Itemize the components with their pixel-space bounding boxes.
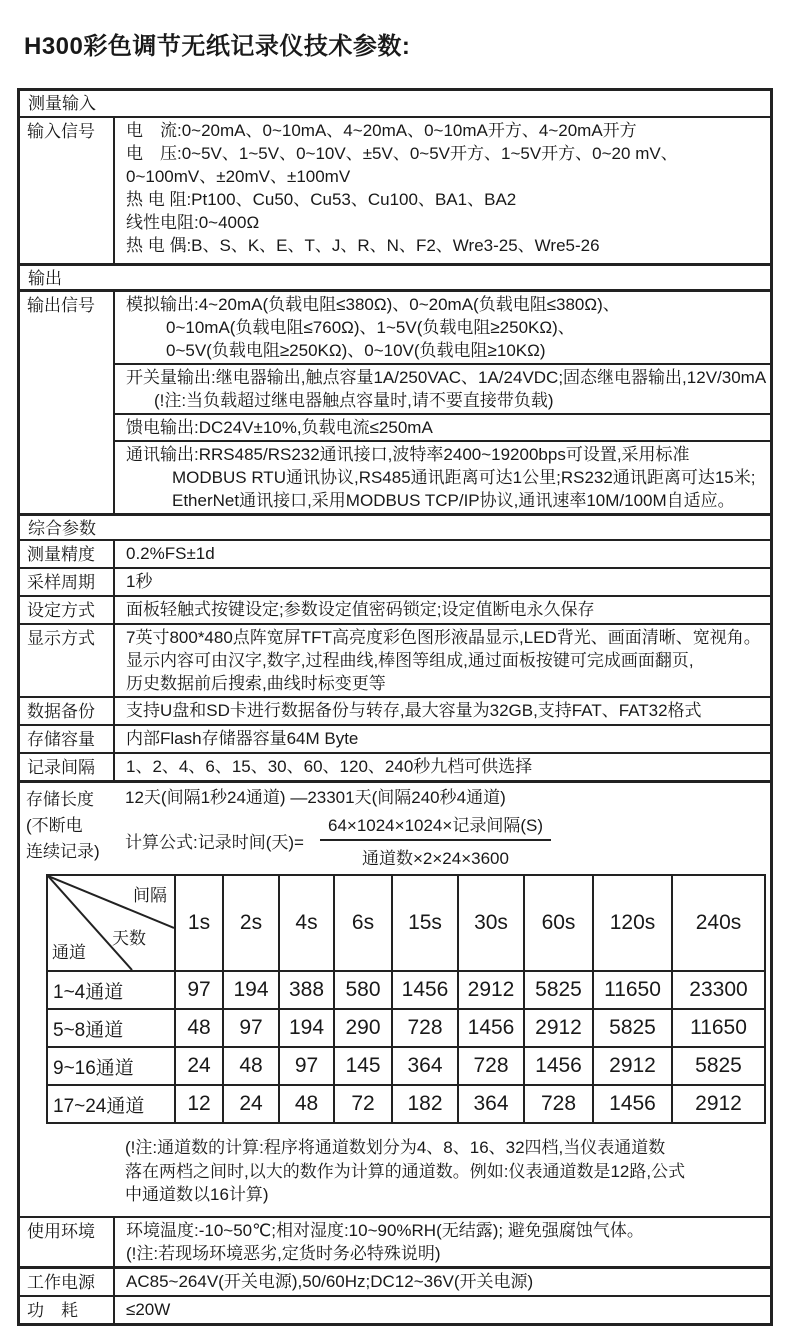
days-cell: 2912	[592, 1048, 671, 1084]
days-cell: 5825	[523, 972, 592, 1008]
channel-row-label: 1~4通道	[53, 981, 124, 1003]
row-value: 1、2、4、6、15、30、60、120、240秒九档可供选择	[126, 757, 533, 776]
channel-count-note	[125, 1136, 770, 1207]
days-cell: 23300	[671, 972, 764, 1008]
row-consumption	[20, 1295, 770, 1323]
output-signal-content	[115, 292, 770, 513]
channel-table-row	[48, 1084, 764, 1122]
days-cell: 24	[174, 1048, 222, 1084]
days-cell: 2912	[457, 972, 523, 1008]
row-label: 测量精度	[20, 541, 115, 567]
interval-header: 1s	[174, 876, 222, 970]
days-cell: 1456	[391, 972, 457, 1008]
row-label: 设定方式	[20, 597, 115, 623]
channel-days-table	[46, 874, 766, 1124]
days-cell: 12	[174, 1086, 222, 1122]
input-signal-line: 线性电阻:0~400Ω	[126, 213, 260, 232]
days-cell: 182	[391, 1086, 457, 1122]
row-label: 数据备份	[20, 698, 115, 724]
days-cell: 11650	[671, 1010, 764, 1046]
interval-header: 15s	[391, 876, 457, 970]
analog-output-line: 模拟输出:4~20mA(负载电阻≤380Ω)、0~20mA(负载电阻≤380Ω)、	[126, 295, 620, 314]
input-signal-line: 电 压:0~5V、1~5V、0~10V、±5V、0~5V开方、1~5V开方、0~20 mV、	[126, 144, 678, 163]
days-cell: 48	[222, 1048, 278, 1084]
days-cell: 364	[391, 1048, 457, 1084]
storage-formula	[125, 812, 770, 868]
days-cell: 1456	[457, 1010, 523, 1046]
row-value: 内部Flash存储器容量64M Byte	[126, 729, 359, 748]
interval-header: 2s	[222, 876, 278, 970]
days-cell: 2912	[671, 1086, 764, 1122]
comm-output-block	[115, 440, 770, 513]
days-cell: 364	[457, 1086, 523, 1122]
channel-row-label: 5~8通道	[53, 1019, 124, 1041]
row-value: 支持U盘和SD卡进行数据备份与转存,最大容量为32GB,支持FAT、FAT32格式	[126, 701, 702, 720]
channel-row-label: 9~16通道	[53, 1057, 134, 1079]
display-line: 历史数据前后搜索,曲线时标变更等	[126, 674, 386, 693]
row-environment	[20, 1216, 770, 1266]
days-cell: 97	[174, 972, 222, 1008]
note-line: 落在两档之间时,以大的数作为计算的通道数。例如:仪表通道数是12路,公式	[125, 1161, 686, 1181]
days-cell: 72	[333, 1086, 391, 1122]
switch-output-line: 开关量输出:继电器输出,触点容量1A/250VAC、1A/24VDC;固态继电器输出,12V/30mA	[126, 368, 767, 387]
row-display	[20, 623, 770, 696]
row-label: 输出信号	[20, 292, 115, 513]
row-power	[20, 1266, 770, 1295]
interval-header: 6s	[333, 876, 391, 970]
feed-output-block	[115, 413, 770, 440]
days-cell: 728	[523, 1086, 592, 1122]
days-cell: 5825	[592, 1010, 671, 1046]
channel-table-row	[48, 1008, 764, 1046]
interval-header: 4s	[278, 876, 333, 970]
row-sampling	[20, 567, 770, 595]
row-setting	[20, 595, 770, 623]
input-signal-content	[115, 118, 770, 263]
formula-fraction	[320, 811, 551, 869]
section-header-general: 综合参数	[20, 513, 770, 539]
days-cell: 580	[333, 972, 391, 1008]
days-cell: 97	[222, 1010, 278, 1046]
storage-range: 12天(间隔1秒24通道) —23301天(间隔240秒4通道)	[125, 788, 506, 807]
days-cell: 388	[278, 972, 333, 1008]
environment-line: (!注:若现场环境恶劣,定货时务必特殊说明)	[126, 1244, 441, 1263]
row-label: 使用环境	[20, 1218, 115, 1266]
spec-table	[17, 88, 773, 1326]
corner-label-interval: 间隔	[133, 886, 167, 905]
row-label: 功 耗	[20, 1297, 115, 1323]
row-value: ≤20W	[126, 1300, 171, 1319]
environment-line: 环境温度:-10~50℃;相对湿度:10~90%RH(无结露); 避免强腐蚀气体。	[126, 1221, 644, 1240]
days-cell: 1456	[592, 1086, 671, 1122]
days-cell: 48	[174, 1010, 222, 1046]
comm-output-line: EtherNet通讯接口,采用MODBUS TCP/IP协议,通讯速率10M/100M自适应。	[172, 491, 735, 510]
row-value: 面板轻触式按键设定;参数设定值密码锁定;设定值断电永久保存	[126, 600, 595, 619]
section-header-output: 输出	[20, 263, 770, 289]
days-cell: 24	[222, 1086, 278, 1122]
formula-numerator: 64×1024×1024×记录间隔(S)	[320, 811, 551, 841]
row-capacity	[20, 724, 770, 752]
switch-output-note: (!注:当负载超过继电器触点容量时,请不要直接带负载)	[154, 391, 554, 410]
row-label: 记录间隔	[20, 754, 115, 780]
note-line: (!注:通道数的计算:程序将通道数划分为4、8、16、32四档,当仪表通道数	[125, 1138, 666, 1157]
formula-prefix: 计算公式:记录时间(天)=	[125, 832, 304, 852]
days-cell: 728	[457, 1048, 523, 1084]
analog-output-block	[115, 292, 770, 363]
analog-output-line: 0~10mA(负载电阻≤760Ω)、1~5V(负载电阻≥250KΩ)、	[166, 318, 575, 337]
channel-table-row	[48, 1046, 764, 1084]
row-input-signal	[20, 116, 770, 263]
row-label: 采样周期	[20, 569, 115, 595]
section-header-measure-input: 测量输入	[28, 94, 96, 113]
row-value: 0.2%FS±1d	[126, 544, 215, 563]
display-line: 显示内容可由汉字,数字,过程曲线,棒图等组成,通过面板按键可完成画面翻页,	[126, 651, 694, 670]
channel-table-row	[48, 970, 764, 1008]
interval-header: 30s	[457, 876, 523, 970]
row-accuracy	[20, 539, 770, 567]
comm-output-line: MODBUS RTU通讯协议,RS485通讯距离可达1公里;RS232通讯距离可达15米;	[172, 468, 756, 487]
days-cell: 290	[333, 1010, 391, 1046]
interval-header: 120s	[592, 876, 671, 970]
page-title: H300彩色调节无纸记录仪技术参数:	[24, 33, 411, 60]
days-cell: 1456	[523, 1048, 592, 1084]
row-storage-length	[20, 780, 770, 1216]
days-cell: 97	[278, 1048, 333, 1084]
formula-denominator: 通道数×2×24×3600	[362, 849, 509, 868]
display-line: 7英寸800*480点阵宽屏TFT高亮度彩色图形液晶显示,LED背光、画面清晰、宽视角。	[126, 628, 761, 647]
days-cell: 2912	[523, 1010, 592, 1046]
storage-length-label-line: 连续记录)	[26, 842, 100, 861]
input-signal-line: 热 电 偶:B、S、K、E、T、J、R、N、F2、Wre3-25、Wre5-26	[126, 236, 600, 255]
days-cell: 728	[391, 1010, 457, 1046]
storage-length-label-line: 存储长度	[26, 790, 94, 809]
feed-output-line: 馈电输出:DC24V±10%,负载电流≤250mA	[126, 418, 433, 437]
row-interval	[20, 752, 770, 780]
channel-row-label: 17~24通道	[53, 1095, 145, 1117]
row-value: 1秒	[126, 572, 153, 591]
row-output-signal	[20, 289, 770, 513]
row-backup	[20, 696, 770, 724]
input-signal-line: 热 电 阻:Pt100、Cu50、Cu53、Cu100、BA1、BA2	[126, 190, 517, 209]
input-signal-line: 电 流:0~20mA、0~10mA、4~20mA、0~10mA开方、4~20mA开方	[126, 121, 637, 140]
row-value: AC85~264V(开关电源),50/60Hz;DC12~36V(开关电源)	[126, 1272, 534, 1291]
corner-label-channel: 通道	[52, 943, 86, 962]
row-label: 工作电源	[20, 1269, 115, 1295]
switch-output-block	[115, 363, 770, 413]
channel-table-header	[48, 876, 764, 970]
days-cell: 145	[333, 1048, 391, 1084]
display-content	[115, 625, 770, 696]
days-cell: 5825	[671, 1048, 764, 1084]
environment-content	[115, 1218, 770, 1266]
interval-header: 240s	[671, 876, 764, 970]
note-line: 中通道数以16计算)	[125, 1185, 269, 1204]
days-cell: 11650	[592, 972, 671, 1008]
comm-output-line: 通讯输出:RRS485/RS232通讯接口,波特率2400~19200bps可设置,采用标准	[126, 445, 690, 464]
days-cell: 194	[278, 1010, 333, 1046]
days-cell: 194	[222, 972, 278, 1008]
corner-label-days: 天数	[112, 929, 146, 948]
days-cell: 48	[278, 1086, 333, 1122]
analog-output-line: 0~5V(负载电阻≥250KΩ)、0~10V(负载电阻≥10KΩ)	[166, 341, 546, 360]
input-signal-line: 0~100mV、±20mV、±100mV	[126, 167, 351, 186]
row-label: 存储容量	[20, 726, 115, 752]
row-label: 输入信号	[20, 118, 115, 263]
diagonal-corner-cell	[48, 876, 174, 970]
interval-header: 60s	[523, 876, 592, 970]
row-label: 显示方式	[20, 625, 115, 696]
storage-length-label	[26, 787, 100, 865]
storage-length-label-line: (不断电	[26, 816, 83, 835]
